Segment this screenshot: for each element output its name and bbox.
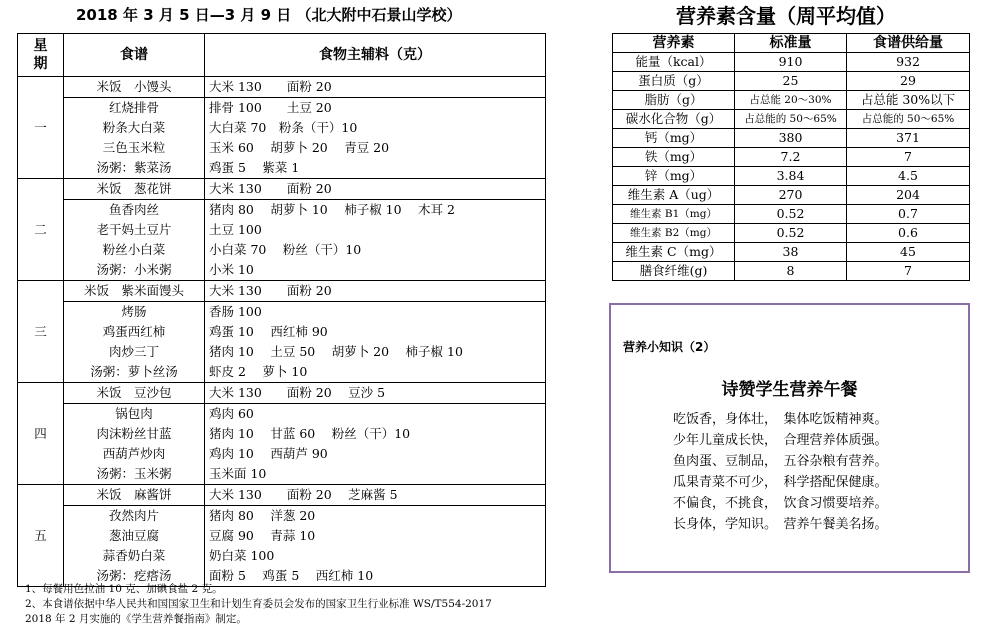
standard-value: 3.84 [735, 167, 847, 186]
nutrient-name: 锌（mg） [613, 167, 735, 186]
nutrition-row [613, 110, 970, 129]
poem-line: 少年儿童成长快， 合理营养体质强。 [673, 433, 888, 448]
menu-title: 2018 年 3 月 5 日—3 月 9 日 （北大附中石景山学校） [76, 6, 462, 24]
nutrition-row [613, 167, 970, 186]
ingredient-text: 小米 10 [209, 262, 254, 277]
ingredient-text: 小白菜 70 粉丝（干）10 [209, 242, 362, 257]
ingredient-group-cell [205, 506, 546, 587]
ingredient-text: 土豆 100 [209, 222, 262, 237]
menu-row-first [18, 281, 546, 302]
ingredient-group-cell [205, 404, 546, 485]
dish-cell: 米饭 麻酱饼 [64, 485, 205, 506]
dish-name: 锅包肉 [115, 406, 153, 421]
dish-group-cell [64, 200, 205, 281]
ingredient-text: 香肠 100 [209, 304, 262, 319]
nutrition-row [613, 91, 970, 110]
ingredient-group-cell [205, 200, 546, 281]
menu-row-first [18, 179, 546, 200]
ingredient-text: 鸡蛋 5 紫菜 1 [209, 160, 300, 175]
standard-value: 910 [735, 53, 847, 72]
ingredient-text: 奶白菜 100 [209, 548, 275, 563]
supply-value: 0.7 [847, 205, 970, 224]
standard-value: 7.2 [735, 148, 847, 167]
menu-row-first [18, 383, 546, 404]
poem-line: 长身体，学知识。 营养午餐美名扬。 [673, 517, 888, 532]
menu-table [17, 33, 546, 587]
poem-line: 吃饭香，身体壮， 集体吃饭精神爽。 [673, 412, 888, 427]
day-cell: 四 [18, 383, 64, 485]
menu-row-rest [18, 404, 546, 485]
dish-name: 粉丝小白菜 [102, 242, 166, 257]
ingredient-text: 大白菜 70 粉条（干）10 [209, 120, 358, 135]
dish-name: 粉条大白菜 [102, 120, 166, 135]
nutrition-header-standard: 标准量 [735, 34, 847, 53]
standard-value: 380 [735, 129, 847, 148]
dish-group-cell [64, 404, 205, 485]
nutrition-row [613, 186, 970, 205]
standard-value: 占总能的 50～65% [735, 110, 847, 129]
dish-name: 鸡蛋西红柿 [102, 324, 166, 339]
supply-value: 占总能的 50～65% [847, 110, 970, 129]
dish-name: 汤粥：玉米粥 [96, 466, 172, 481]
nutrition-row [613, 148, 970, 167]
ingredient-text: 猪肉 80 洋葱 20 [209, 508, 316, 523]
nutrition-header-supply: 食谱供给量 [847, 34, 970, 53]
header-day [18, 34, 64, 77]
ingredient-text: 猪肉 10 甘蓝 60 粉丝（干）10 [209, 426, 411, 441]
day-cell: 五 [18, 485, 64, 587]
dish-name: 汤粥：疙瘩汤 [96, 568, 172, 583]
supply-value: 4.5 [847, 167, 970, 186]
nutrition-row [613, 129, 970, 148]
ingredient-text: 鸡肉 60 [209, 406, 254, 421]
nutrition-row [613, 224, 970, 243]
standard-value: 占总能 20～30% [735, 91, 847, 110]
ingredient-text: 鸡肉 10 西葫芦 90 [209, 446, 328, 461]
nutrition-row [613, 205, 970, 224]
supply-value: 0.6 [847, 224, 970, 243]
dish-cell: 米饭 小馒头 [64, 77, 205, 98]
dish-group-cell [64, 98, 205, 179]
ingredient-cell: 大米 130 面粉 20 [205, 281, 546, 302]
nutrient-name: 蛋白质（g） [613, 72, 735, 91]
footnotes [25, 582, 492, 627]
ingredient-group-cell [205, 302, 546, 383]
ingredient-text: 虾皮 2 萝卜 10 [209, 364, 308, 379]
supply-value: 占总能 30%以下 [847, 91, 970, 110]
supply-value: 204 [847, 186, 970, 205]
nutrition-knowledge-box [609, 303, 970, 573]
dish-name: 红烧排骨 [108, 100, 159, 115]
poem-line: 不偏食，不挑食， 饮食习惯要培养。 [673, 496, 888, 511]
dish-name: 肉炒三丁 [108, 344, 159, 359]
nutrition-table [612, 33, 970, 281]
standard-value: 8 [735, 262, 847, 281]
menu-row-rest [18, 506, 546, 587]
poem-line: 瓜果青菜不可少， 科学搭配保健康。 [673, 475, 888, 490]
ingredient-text: 鸡蛋 10 西红柿 90 [209, 324, 328, 339]
nutrition-row [613, 243, 970, 262]
knowledge-tag: 营养小知识（2） [623, 340, 716, 354]
nutrition-row [613, 262, 970, 281]
ingredient-text: 猪肉 10 土豆 50 胡萝卜 20 柿子椒 10 [209, 344, 463, 359]
dish-name: 鱼香肉丝 [108, 202, 159, 217]
menu-row-rest [18, 200, 546, 281]
day-cell: 三 [18, 281, 64, 383]
standard-value: 270 [735, 186, 847, 205]
dish-group-cell [64, 302, 205, 383]
dish-name: 孜然肉片 [108, 508, 159, 523]
dish-name: 老干妈土豆片 [96, 222, 172, 237]
header-recipe: 食谱 [64, 34, 205, 77]
day-cell: 二 [18, 179, 64, 281]
menu-header-row [18, 34, 546, 77]
ingredient-text: 面粉 5 鸡蛋 5 西红柿 10 [209, 568, 374, 583]
nutrient-name: 脂肪（g） [613, 91, 735, 110]
supply-value: 932 [847, 53, 970, 72]
ingredient-text: 豆腐 90 青蒜 10 [209, 528, 316, 543]
standard-value: 25 [735, 72, 847, 91]
ingredient-text: 玉米面 10 [209, 466, 267, 481]
dish-name: 汤粥：小米粥 [96, 262, 172, 277]
nutrient-name: 维生素 B2（mg） [613, 224, 735, 243]
standard-value: 38 [735, 243, 847, 262]
header-ingredients: 食物主辅料（克） [205, 34, 546, 77]
supply-value: 371 [847, 129, 970, 148]
nutrient-name: 维生素 A（ug） [613, 186, 735, 205]
standard-value: 0.52 [735, 205, 847, 224]
poem-title: 诗赞学生营养午餐 [721, 380, 858, 400]
dish-cell: 米饭 葱花饼 [64, 179, 205, 200]
nutrient-name: 维生素 C（mg） [613, 243, 735, 262]
dish-name: 肉沫粉丝甘蓝 [96, 426, 172, 441]
nutrition-header-nutrient: 营养素 [613, 34, 735, 53]
menu-row-first [18, 485, 546, 506]
ingredient-text: 猪肉 80 胡萝卜 10 柿子椒 10 木耳 2 [209, 202, 455, 217]
poem-line: 鱼肉蛋、豆制品， 五谷杂粮有营养。 [673, 454, 888, 469]
day-cell: 一 [18, 77, 64, 179]
dish-name: 汤粥：萝卜丝汤 [90, 364, 178, 379]
supply-value: 7 [847, 148, 970, 167]
dish-name: 葱油豆腐 [108, 528, 159, 543]
header-day-label: 星期 [33, 38, 48, 72]
dish-name: 三色玉米粒 [102, 140, 166, 155]
nutrient-name: 碳水化合物（g） [613, 110, 735, 129]
dish-cell: 米饭 豆沙包 [64, 383, 205, 404]
ingredient-text: 排骨 100 土豆 20 [209, 100, 332, 115]
poem [673, 409, 888, 535]
nutrient-name: 钙（mg） [613, 129, 735, 148]
dish-name: 蒜香奶白菜 [102, 548, 166, 563]
ingredient-group-cell [205, 98, 546, 179]
nutrition-row [613, 53, 970, 72]
footnote: 2018 年 2 月实施的《学生营养餐指南》制定。 [25, 613, 247, 625]
standard-value: 0.52 [735, 224, 847, 243]
ingredient-cell: 大米 130 面粉 20 芝麻酱 5 [205, 485, 546, 506]
nutrient-name: 膳食纤维(g) [613, 262, 735, 281]
footnote: 2、本食谱依据中华人民共和国国家卫生和计划生育委员会发布的国家卫生行业标准 WS/T554-2017 [25, 598, 492, 610]
dish-group-cell [64, 506, 205, 587]
supply-value: 29 [847, 72, 970, 91]
dish-name: 西葫芦炒肉 [102, 446, 166, 461]
menu-row-first [18, 77, 546, 98]
ingredient-cell: 大米 130 面粉 20 [205, 179, 546, 200]
supply-value: 7 [847, 262, 970, 281]
dish-cell: 米饭 紫米面馒头 [64, 281, 205, 302]
dish-name: 烤肠 [121, 304, 147, 319]
footnote: 1、每餐用色拉油 10 克、加碘食盐 2 克。 [25, 583, 223, 595]
nutrition-row [613, 72, 970, 91]
nutrient-name: 维生素 B1（mg） [613, 205, 735, 224]
nutrient-name: 能量（kcal） [613, 53, 735, 72]
menu-row-rest [18, 98, 546, 179]
ingredient-cell: 大米 130 面粉 20 豆沙 5 [205, 383, 546, 404]
ingredient-cell: 大米 130 面粉 20 [205, 77, 546, 98]
dish-name: 汤粥：紫菜汤 [96, 160, 172, 175]
ingredient-text: 玉米 60 胡萝卜 20 青豆 20 [209, 140, 390, 155]
nutrient-name: 铁（mg） [613, 148, 735, 167]
nutrition-title: 营养素含量（周平均值） [676, 4, 896, 28]
menu-row-rest [18, 302, 546, 383]
supply-value: 45 [847, 243, 970, 262]
nutrition-header-row [613, 34, 970, 53]
